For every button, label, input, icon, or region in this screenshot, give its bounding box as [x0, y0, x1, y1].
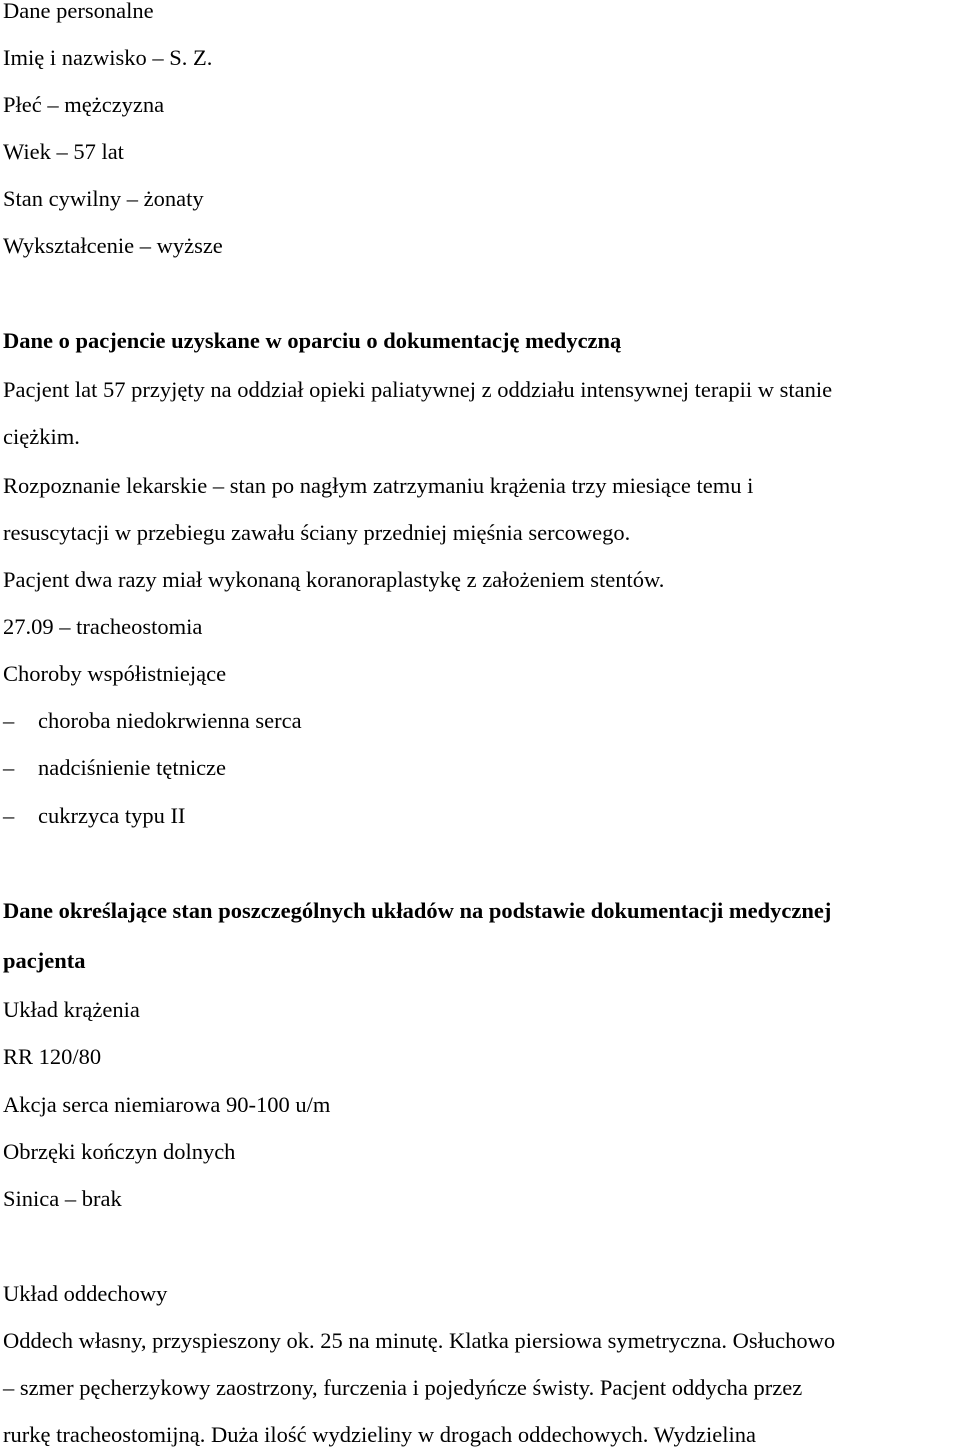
list-dash-marker: – [3, 803, 15, 828]
tracheostomy-date: 27.09 – tracheostomia [3, 614, 203, 639]
blood-pressure: RR 120/80 [3, 1044, 102, 1069]
comorbidity-item [3, 708, 302, 734]
comorbidity-label: nadciśnienie tętnicze [38, 755, 227, 780]
comorbidity-label: cukrzyca typu II [38, 803, 186, 828]
edema: Obrzęki kończyn dolnych [3, 1139, 236, 1164]
comorbidities-title: Choroby współistniejące [3, 661, 227, 686]
section-systems-heading-line-2: pacjenta [3, 948, 86, 973]
cyanosis: Sinica – brak [3, 1186, 122, 1211]
section-medical-docs-heading: Dane o pacjencie uzyskane w oparciu o dokumentację medyczną [3, 328, 622, 353]
patient-age: Wiek – 57 lat [3, 139, 124, 164]
section-systems-heading-line-1: Dane określające stan poszczególnych układów na podstawie dokumentacji medycznej [3, 898, 832, 923]
circulatory-title: Układ krążenia [3, 997, 140, 1022]
diagnosis-text-line-1: Rozpoznanie lekarskie – stan po nagłym zatrzymaniu krążenia trzy miesiące temu i [3, 473, 754, 498]
patient-marital-status: Stan cywilny – żonaty [3, 186, 204, 211]
respiratory-text-line-3: rurkę tracheostomijną. Duża ilość wydzieliny w drogach oddechowych. Wydzielina [3, 1422, 756, 1447]
respiratory-title: Układ oddechowy [3, 1281, 168, 1306]
procedure-text: Pacjent dwa razy miał wykonaną koranoraplastykę z założeniem stentów. [3, 567, 665, 592]
list-dash-marker: – [3, 708, 15, 733]
comorbidity-item [3, 803, 185, 829]
admission-text-line-2: ciężkim. [3, 424, 80, 449]
list-dash-marker: – [3, 755, 15, 780]
admission-text-line-1: Pacjent lat 57 przyjęty na oddział opieki paliatywnej z oddziału intensywnej terapii w stanie [3, 377, 833, 402]
diagnosis-text-line-2: resuscytacji w przebiegu zawału ściany przedniej mięśnia sercowego. [3, 520, 631, 545]
patient-education: Wykształcenie – wyższe [3, 233, 223, 258]
section-personal-title: Dane personalne [3, 0, 154, 23]
comorbidity-label: choroba niedokrwienna serca [38, 708, 302, 733]
heart-rate: Akcja serca niemiarowa 90-100 u/m [3, 1092, 331, 1117]
comorbidity-item [3, 755, 226, 781]
respiratory-text-line-2: – szmer pęcherzykowy zaostrzony, furczenia i pojedyńcze świsty. Pacjent oddycha przez [3, 1375, 803, 1400]
patient-sex: Płeć – mężczyzna [3, 92, 165, 117]
respiratory-text-line-1: Oddech własny, przyspieszony ok. 25 na minutę. Klatka piersiowa symetryczna. Osłuchowo [3, 1328, 836, 1353]
patient-name: Imię i nazwisko – S. Z. [3, 45, 213, 70]
